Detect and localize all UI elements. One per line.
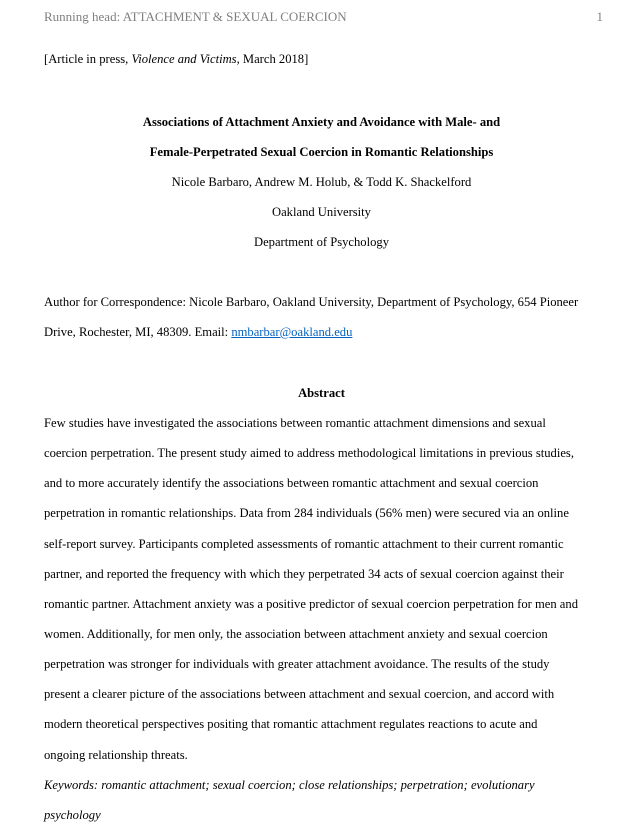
affiliation-department: Department of Psychology — [253, 235, 389, 249]
press-note — [44, 52, 308, 67]
keywords-line-1: Keywords: romantic attachment; sexual coercion; close relationships; perpetration; evolutionary — [44, 778, 535, 792]
title-line-1: Associations of Attachment Anxiety and Avoidance with Male- and — [142, 115, 501, 129]
page-number: 1 — [596, 9, 603, 24]
keywords-line-2: psychology — [44, 808, 101, 822]
abstract-heading: Abstract — [298, 386, 345, 400]
running-head-text: Running head: ATTACHMENT & SEXUAL COERCION — [44, 9, 347, 24]
abstract-line: coercion perpetration. The present study aimed to address methodological limitations in previous studies, — [44, 446, 574, 460]
abstract-line: perpetration was stronger for individuals with greater attachment avoidance. The results of the study — [44, 657, 550, 671]
abstract-line: and to more accurately identify the associations between romantic attachment and sexual coercion — [44, 476, 539, 490]
press-note-prefix: [Article in press, — [44, 52, 132, 66]
abstract-line: Few studies have investigated the associations between romantic attachment dimensions and sexual — [44, 416, 546, 430]
correspondence-line-2 — [44, 325, 352, 340]
running-header — [44, 9, 603, 27]
abstract-line: ongoing relationship threats. — [44, 748, 188, 762]
abstract-line: partner, and reported the frequency with which they perpetrated 34 acts of sexual coercion against their — [44, 567, 564, 581]
press-note-journal: Violence and Victims, — [131, 52, 240, 66]
title-line-2: Female-Perpetrated Sexual Coercion in Romantic Relationships — [149, 145, 494, 159]
abstract-line: romantic partner. Attachment anxiety was a positive predictor of sexual coercion perpetration for men and — [44, 597, 578, 611]
correspondence-line-1: Author for Correspondence: Nicole Barbaro, Oakland University, Department of Psychology, 654 Pioneer — [44, 295, 579, 309]
press-note-suffix: March 2018] — [239, 52, 309, 66]
abstract-line: modern theoretical perspectives positing that romantic attachment regulates reactions to acute and — [44, 717, 538, 731]
abstract-line: perpetration in romantic relationships. Data from 284 individuals (56% men) were secured via an online — [44, 506, 569, 520]
abstract-line: present a clearer picture of the associations between attachment and sexual coercion, and accord with — [44, 687, 555, 701]
email-link[interactable]: nmbarbar@oakland.edu — [231, 325, 353, 339]
correspondence-address: Drive, Rochester, MI, 48309. Email: — [44, 325, 232, 339]
abstract-line: self-report survey. Participants completed assessments of romantic attachment to their current romantic — [44, 537, 564, 551]
abstract-line: women. Additionally, for men only, the association between attachment anxiety and sexual coercion — [44, 627, 548, 641]
affiliation-university: Oakland University — [272, 205, 371, 219]
authors: Nicole Barbaro, Andrew M. Holub, & Todd K. Shackelford — [171, 175, 472, 189]
